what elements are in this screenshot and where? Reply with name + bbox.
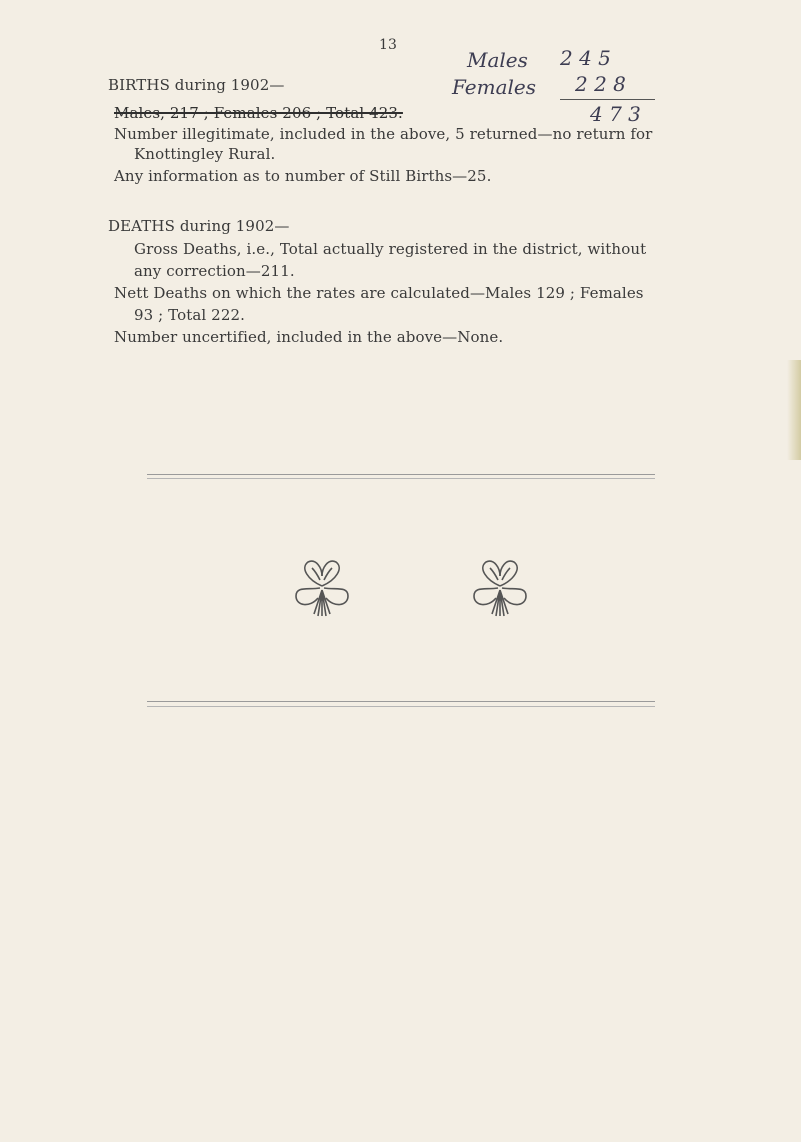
flower-ornament-icon (468, 556, 532, 620)
deaths-nett-line1: Nett Deaths on which the rates are calculated—Males 129 ; Females (114, 284, 644, 302)
divider-rule-bottom-2 (147, 706, 655, 707)
divider-rule-top-2 (147, 478, 655, 479)
handwritten-total-value: 4 7 3 (590, 102, 641, 126)
divider-rule-bottom-1 (147, 701, 655, 702)
divider-rule-top-1 (147, 474, 655, 475)
deaths-gross-line1: Gross Deaths, i.e., Total actually registered in the district, without (134, 240, 647, 258)
births-illegitimate-line2: Knottingley Rural. (134, 145, 276, 163)
page-number: 13 (379, 37, 398, 53)
births-still-births: Any information as to number of Still Births—25. (114, 167, 492, 185)
handwritten-females-word: Females (452, 75, 537, 99)
births-illegitimate-line1: Number illegitimate, included in the above, 5 returned—no return for (114, 125, 653, 143)
flower-ornament-icon (290, 556, 354, 620)
deaths-uncertified: Number uncertified, included in the above—None. (114, 328, 504, 346)
births-heading: BIRTHS during 1902— (108, 76, 285, 94)
handwritten-males-word: Males (467, 48, 528, 72)
deaths-heading: DEATHS during 1902— (108, 217, 290, 235)
deaths-gross-line2: any correction—211. (134, 262, 295, 280)
page-edge-stain (787, 360, 801, 460)
handwritten-females-value: 2 2 8 (575, 72, 626, 96)
deaths-nett-line2: 93 ; Total 222. (134, 306, 245, 324)
handwritten-males-value: 2 4 5 (560, 46, 611, 70)
handwritten-sum-rule (560, 99, 655, 100)
births-struck-line: Males, 217 ; Females 206 ; Total 423. (114, 104, 403, 122)
